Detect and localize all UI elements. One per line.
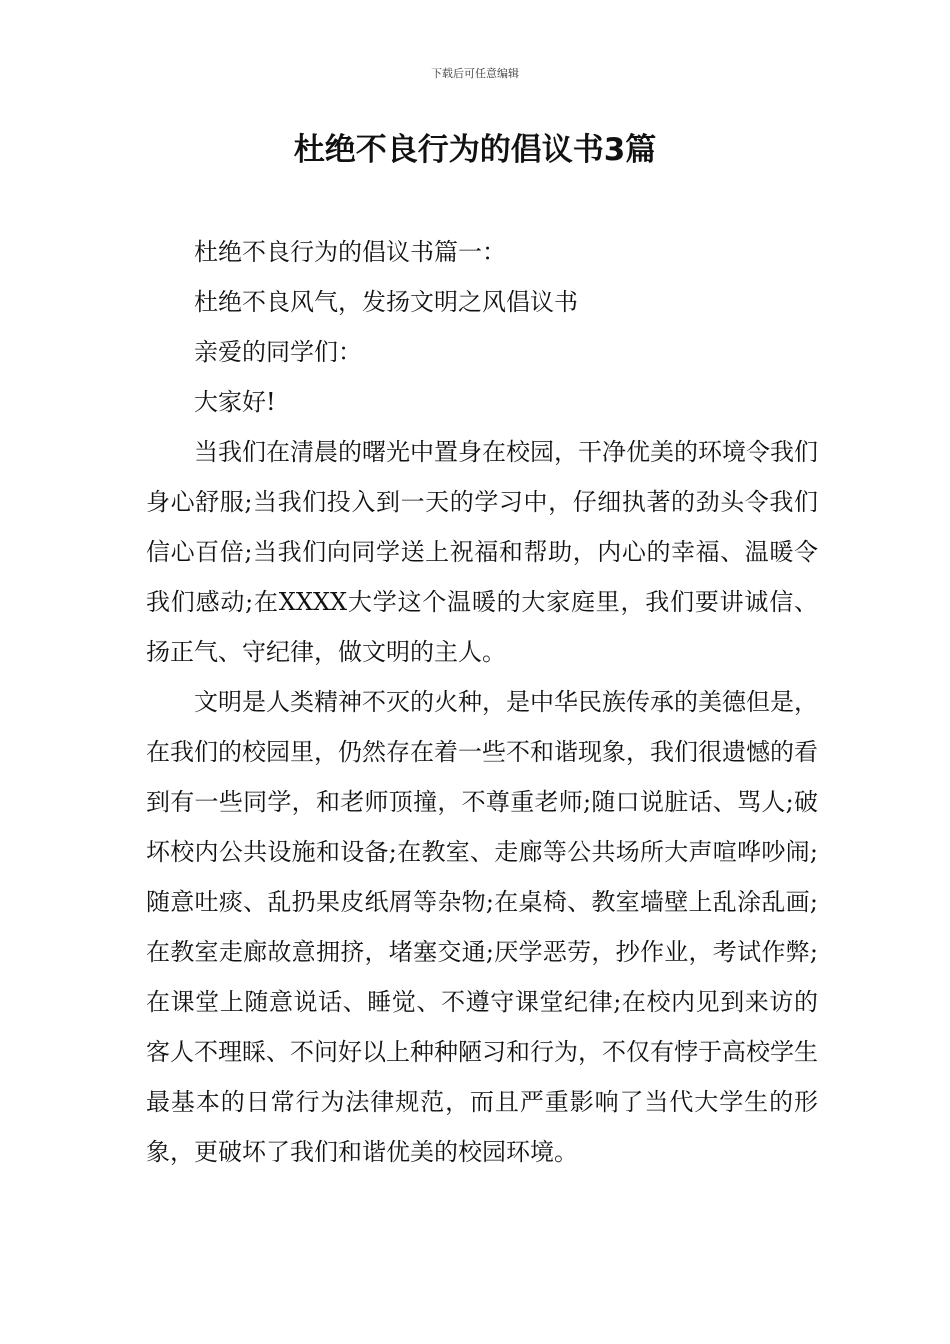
document-body: [146, 227, 818, 1177]
salutation: 亲爱的同学们：: [194, 338, 362, 366]
page-header-note: 下载后可任意编辑: [431, 67, 519, 80]
greeting: 大家好!: [194, 388, 276, 416]
document-title: 杜绝不良行为的倡议书3篇: [293, 132, 657, 168]
body-paragraph: 文明是人类精神不灭的火种，是中华民族传承的美德但是，在我们的校园里，仍然存在着一些不和谐现象，我们很遗憾的看到有一些同学，和老师顶撞，不尊重老师;随口说脏话、骂人;破坏校内公共设施和设备;在教室、走廊等公共场所大声喧哗吵闹;随意吐痰、乱扔果皮纸屑等杂物;在桌椅、教室墙壁上乱涂乱画;在教室走廊故意拥挤，堵塞交通;厌学恶劳，抄作业，考试作弊;在课堂上随意说话、睡觉、不遵守课堂纪律;在校内见到来访的客人不理睬、不问好以上种种陋习和行为，不仅有悖于高校学生最基本的日常行为法律规范，而且严重影响了当代大学生的形象，更破坏了我们和谐优美的校园环境。: [146, 688, 818, 1166]
body-paragraph: 当我们在清晨的曙光中置身在校园，干净优美的环境令我们身心舒服;当我们投入到一天的学习中，仔细执著的劲头令我们信心百倍;当我们向同学送上祝福和帮助，内心的幸福、温暖令我们感动;在XXXX大学这个温暖的大家庭里，我们要讲诚信、扬正气、守纪律，做文明的主人。: [146, 438, 818, 666]
proposal-title: 杜绝不良风气，发扬文明之风倡议书: [194, 288, 578, 316]
section-heading: 杜绝不良行为的倡议书篇一：: [194, 238, 506, 266]
